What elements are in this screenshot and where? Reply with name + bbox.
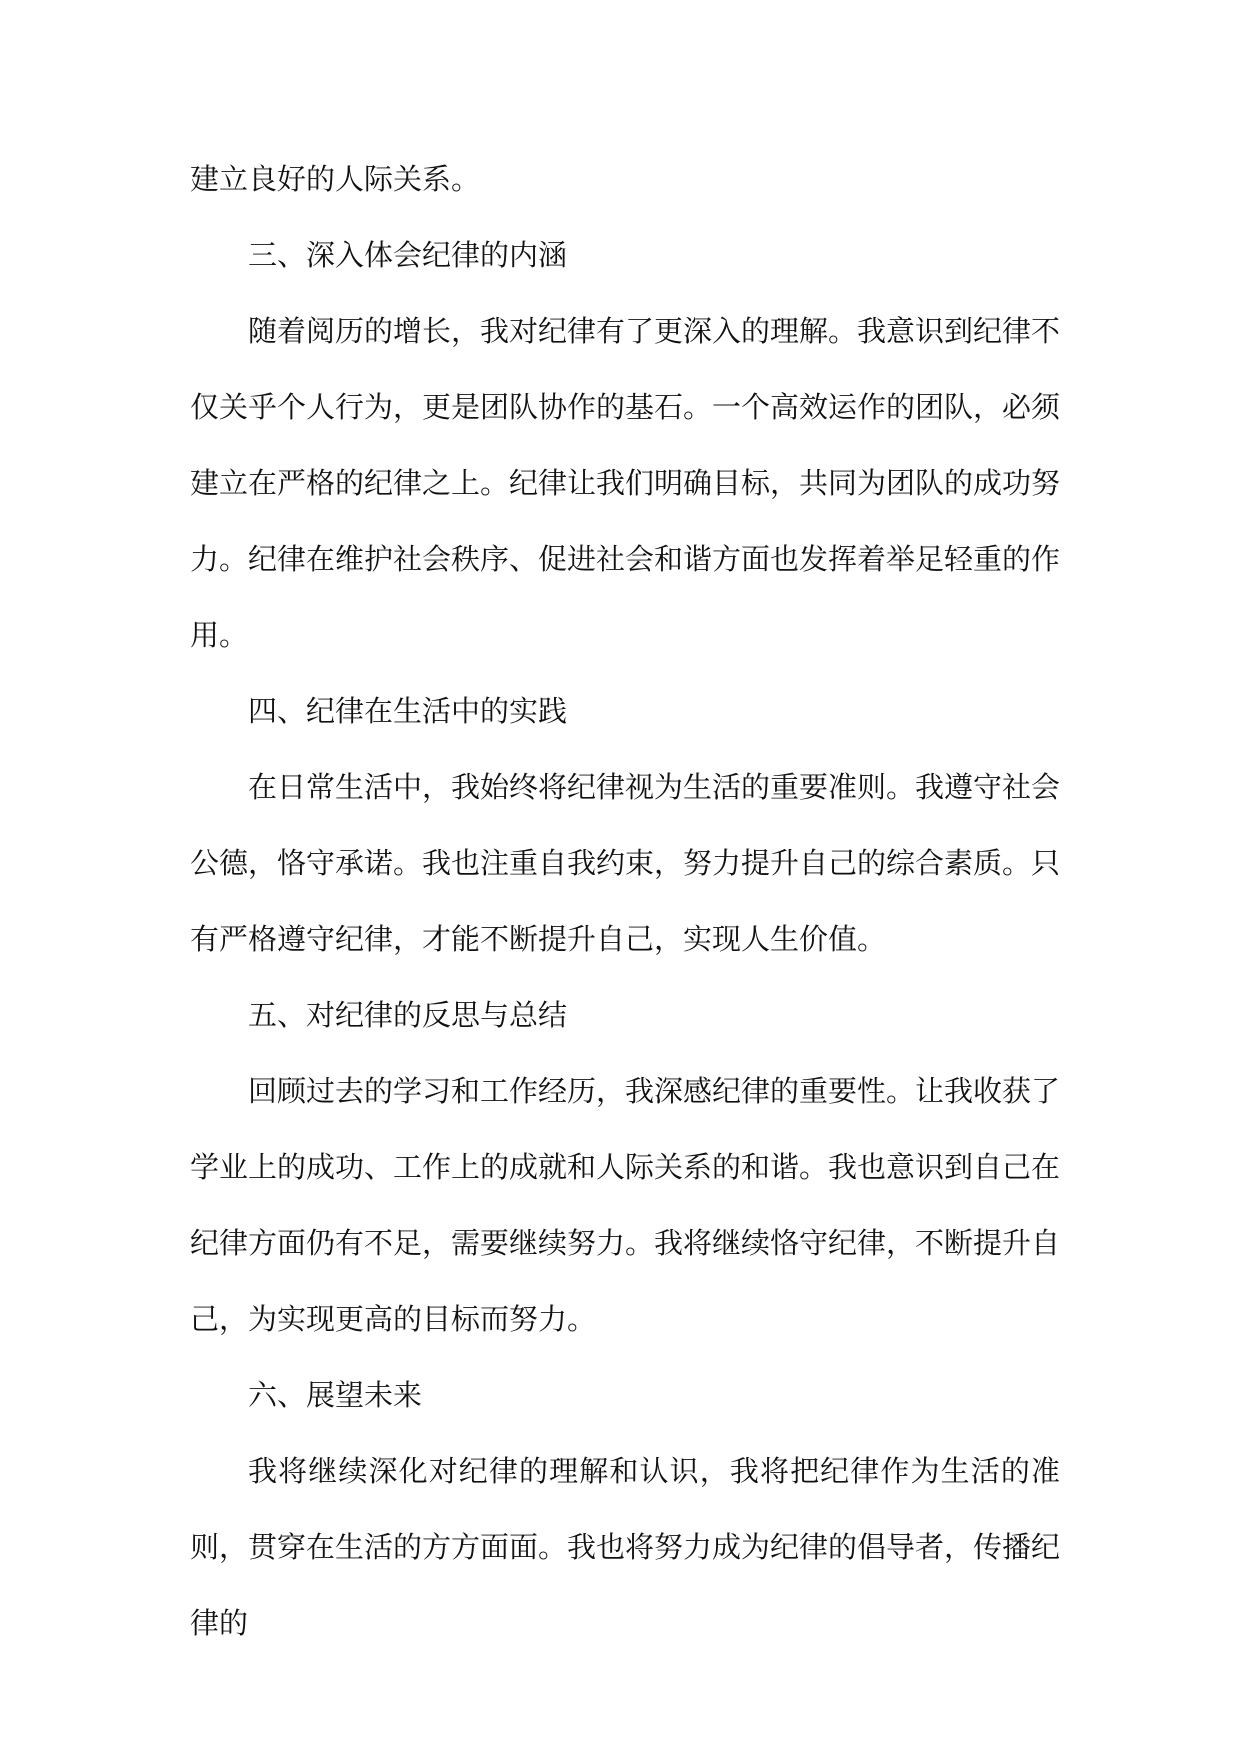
section-paragraph-3: 随着阅历的增长，我对纪律有了更深入的理解。我意识到纪律不仅关乎个人行为，更是团队协作的基石。一个高效运作的团队，必须建立在严格的纪律之上。纪律让我们明确目标，共同为团队的成功努力。纪律在维护社会秩序、促进社会和谐方面也发挥着举足轻重的作用。 — [190, 314, 1061, 652]
section-heading-5: 五、对纪律的反思与总结 — [248, 998, 568, 1032]
section-heading-4: 四、纪律在生活中的实践 — [248, 694, 568, 728]
section-paragraph-5: 回顾过去的学习和工作经历，我深感纪律的重要性。让我收获了学业上的成功、工作上的成就和人际关系的和谐。我也意识到自己在纪律方面仍有不足，需要继续努力。我将继续恪守纪律，不断提升自己，为实现更高的目标而努力。 — [190, 1074, 1061, 1336]
section-heading-3: 三、深入体会纪律的内涵 — [248, 238, 568, 272]
section-paragraph-4: 在日常生活中，我始终将纪律视为生活的重要准则。我遵守社会公德，恪守承诺。我也注重自我约束，努力提升自己的综合素质。只有严格遵守纪律，才能不断提升自己，实现人生价值。 — [190, 770, 1061, 956]
continuation-paragraph: 建立良好的人际关系。 — [190, 162, 481, 196]
document-body — [190, 141, 1060, 1661]
section-paragraph-6: 我将继续深化对纪律的理解和认识，我将把纪律作为生活的准则，贯穿在生活的方方面面。我也将努力成为纪律的倡导者，传播纪律的 — [190, 1454, 1061, 1640]
section-heading-6: 六、展望未来 — [248, 1378, 423, 1412]
